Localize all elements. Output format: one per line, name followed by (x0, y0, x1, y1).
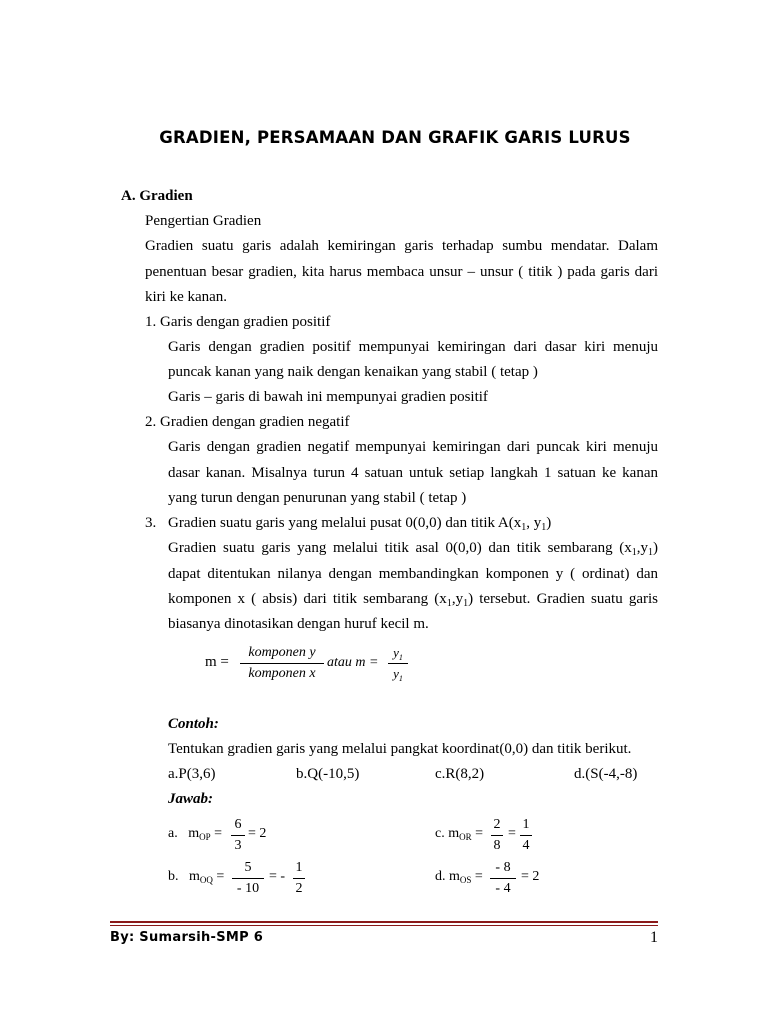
contoh-heading: Contoh: (168, 716, 219, 732)
footer-rule-thin (110, 925, 658, 926)
contoh-question: Tentukan gradien garis yang melalui pangkat koordinat(0,0) dan titik berikut. (168, 741, 632, 757)
formula-atau: atau m = (327, 655, 379, 670)
answer-a-label: a. $m_{OP}$ = (168, 826, 223, 842)
item-3-number: 3. (145, 515, 157, 531)
answer-a-fraction: 6 3 (231, 816, 245, 855)
answer-d-fraction: - 8 - 4 (490, 859, 516, 898)
formula-m-label: m = (205, 654, 229, 670)
formula-fraction-y: $y_1$ $y_1$ (388, 644, 408, 683)
answer-c-result: = (508, 826, 516, 841)
page-number: 1 (650, 929, 658, 946)
answer-b-label: b. $m_{OQ}$ = (168, 869, 225, 885)
intro-line-1: Gradien suatu garis adalah kemiringan garis terhadap sumbu mendatar. Dalam (145, 238, 658, 254)
item-3-label: Gradien suatu garis yang melalui pusat 0(0,0) dan titik $A(x_1$, $y_1$) (168, 515, 552, 533)
footer-author: By: Sumarsih-SMP 6 (110, 930, 264, 945)
item-3-line-3: komponen x ( absis) dari titik sembarang $(x_1,y_1)$ tersebut. Gradien suatu garis (168, 591, 659, 609)
answer-a-result: = 2 (248, 826, 267, 841)
item-3-line-4: biasanya dinotasikan dengan huruf kecil m. (168, 616, 429, 632)
item-3-line-2: dapat ditentukan nilanya dengan membandingkan komponen y ( ordinat) dan (168, 566, 658, 582)
item-1-line-3: Garis – garis di bawah ini mempunyai gradien positif (168, 389, 488, 405)
answer-b-result: = - (269, 869, 286, 884)
section-heading: A. Gradien (121, 188, 193, 204)
intro-line-3: kiri ke kanan. (145, 289, 228, 305)
page-title: GRADIEN, PERSAMAAN DAN GRAFIK GARIS LURUS (159, 128, 631, 147)
answer-d-label: d. $m_{OS}$ = (435, 869, 483, 885)
answer-c-label: c. $m_{OR}$ = (435, 826, 484, 842)
intro-line-2: penentuan besar gradien, kita harus membaca unsur – unsur ( titik ) pada garis dari (145, 264, 658, 280)
point-d: d.(S(-4,-8) (574, 766, 638, 782)
item-2-line-1: Garis dengan gradien negatif mempunyai kemiringan dari puncak kiri menuju (168, 439, 658, 455)
subheading: Pengertian Gradien (145, 213, 262, 229)
item-1-line-2: puncak kanan yang naik dengan kenaikan yang stabil ( tetap ) (168, 364, 538, 380)
answer-d-result: = 2 (521, 869, 540, 884)
item-1-line-1: Garis dengan gradien positif mempunyai kemiringan dari dasar kiri menuju (168, 339, 658, 355)
answer-c-fraction: 2 8 (491, 816, 503, 855)
answer-b-result-fraction: 1 2 (293, 859, 305, 898)
item-1-label: 1. Garis dengan gradien positif (145, 314, 331, 330)
answer-b-fraction: 5 - 10 (232, 859, 264, 898)
jawab-heading: Jawab: (168, 791, 213, 807)
point-c: c.R(8,2) (435, 766, 485, 782)
item-2-label: 2. Gradien dengan gradien negatif (145, 414, 350, 430)
point-b: b.Q(-10,5) (296, 766, 360, 782)
answer-c-result-fraction: 1 4 (520, 816, 532, 855)
formula-fraction-components: komponen y komponen x (240, 644, 324, 683)
point-a: a.P(3,6) (168, 766, 216, 782)
footer-rule-thick (110, 921, 658, 923)
item-2-line-2: dasar kanan. Misalnya turun 4 satuan untuk setiap langkah 1 satuan ke kanan (168, 465, 658, 481)
item-3-line-1: Gradien suatu garis yang melalui titik asal 0(0,0) dan titik sembarang $(x_1,y_1)$ (168, 540, 658, 558)
item-2-line-3: yang turun dengan penurunan yang stabil ( tetap ) (168, 490, 467, 506)
